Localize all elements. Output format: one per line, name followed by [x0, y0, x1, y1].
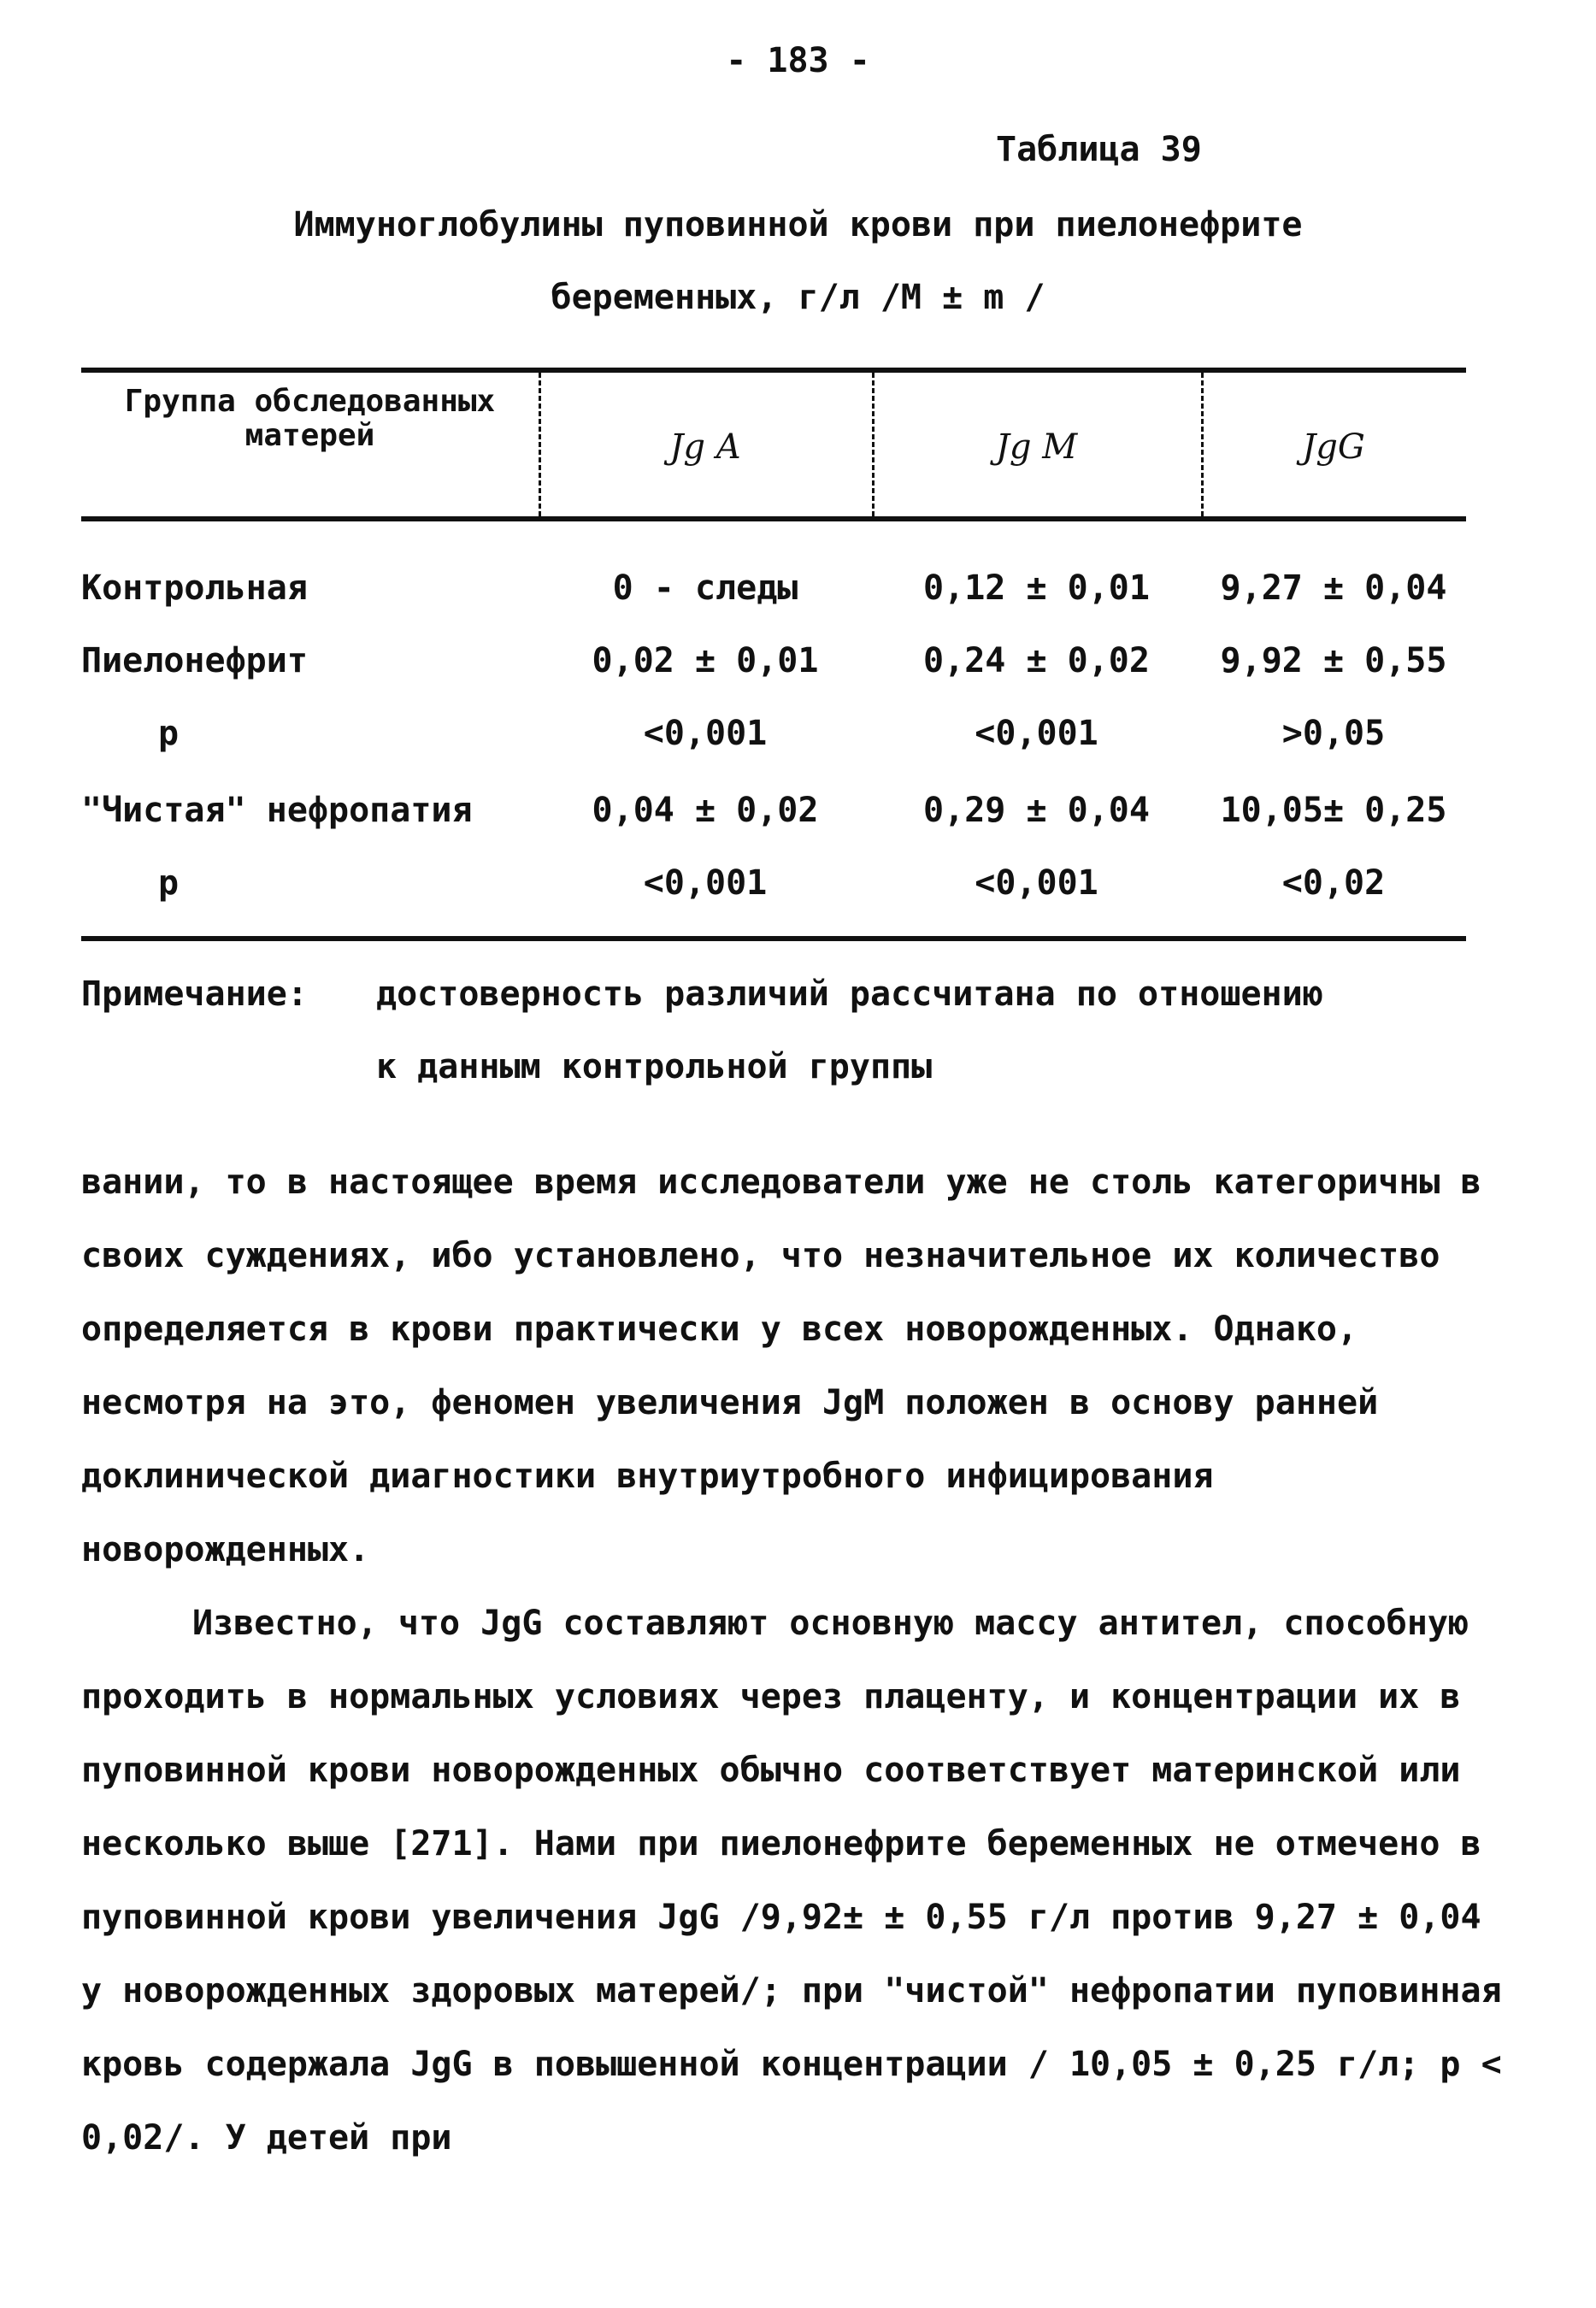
header-iga: Jg A — [669, 427, 741, 467]
cell-igm: <0,001 — [975, 714, 1098, 753]
table-row — [0, 791, 1596, 842]
row-label: p — [158, 863, 180, 903]
page-number: - 183 - — [726, 41, 870, 80]
table-label: Таблица 39 — [996, 130, 1202, 169]
table-bottom-rule — [81, 936, 1466, 941]
table-caption-line1: Иммуноглобулины пуповинной крови при пиелонефрите — [293, 205, 1303, 244]
paragraph: Известно, что JgG составляют основную массу антител, способную проходить в нормальных условиях через плаценту, и концентрации их в пуповинной крови новорожденных обычно соответствует материнской или несколько выше [271]. Нами при пиелонефрите беременных не отмечено в пуповинной крови увеличения JgG /9,92± ± 0,55 г/л против 9,27 ± 0,04 у новорожденных здоровых матерей/; при "чистой" нефропатии пуповинная кровь содержала JgG в повышенной концентрации / 10,05 ± 0,25 г/л; p < 0,02/. У детей при — [81, 1604, 1502, 2158]
row-label: Контрольная — [81, 568, 308, 608]
cell-igm: 0,29 ± 0,04 — [923, 791, 1150, 830]
note-text: достоверность различий рассчитана по отношению — [376, 974, 1323, 1014]
row-label: Пиелонефрит — [81, 641, 308, 680]
cell-iga: 0,02 ± 0,01 — [592, 641, 819, 680]
cell-igm: 0,24 ± 0,02 — [923, 641, 1150, 680]
header-group: Группа обследованных матерей — [124, 384, 496, 453]
cell-igg: 9,92 ± 0,55 — [1220, 641, 1447, 680]
paragraph: вании, то в настоящее время исследователи уже не столь категоричны в своих суждениях, ибо установлено, что незначительное их количество определяется в крови практически у всех новорожденных. Однако, несмотря на это, феномен увеличения JgM положен в основу ранней доклинической диагностики внутриутробного инфицирования новорожденных. — [81, 1163, 1481, 1569]
table-row — [0, 568, 1596, 620]
header-igm: Jg M — [995, 427, 1078, 467]
cell-iga: <0,001 — [643, 863, 768, 903]
cell-igg: 10,05± 0,25 — [1220, 791, 1447, 830]
body-text — [81, 1145, 1517, 2175]
cell-igg: <0,02 — [1281, 863, 1386, 903]
cell-iga: 0 - следы — [612, 568, 798, 608]
table-top-rule — [81, 368, 1466, 373]
table-row — [0, 641, 1596, 692]
cell-igm: 0,12 ± 0,01 — [923, 568, 1150, 608]
note-text-continued: к данным контрольной группы — [376, 1047, 933, 1086]
row-label: "Чистая" нефропатия — [81, 791, 473, 830]
note-label: Примечание: — [81, 974, 308, 1014]
cell-igg: 9,27 ± 0,04 — [1220, 568, 1447, 608]
cell-igm: <0,001 — [975, 863, 1098, 903]
cell-iga: <0,001 — [643, 714, 768, 753]
header-igg: JgG — [1302, 427, 1365, 467]
table-row — [0, 863, 1596, 915]
row-label: p — [158, 714, 180, 753]
table-caption-line2: беременных, г/л /M ± m / — [551, 278, 1045, 317]
table-row — [0, 714, 1596, 765]
cell-igg: >0,05 — [1281, 714, 1386, 753]
table-header-rule — [81, 516, 1466, 521]
cell-iga: 0,04 ± 0,02 — [592, 791, 819, 830]
